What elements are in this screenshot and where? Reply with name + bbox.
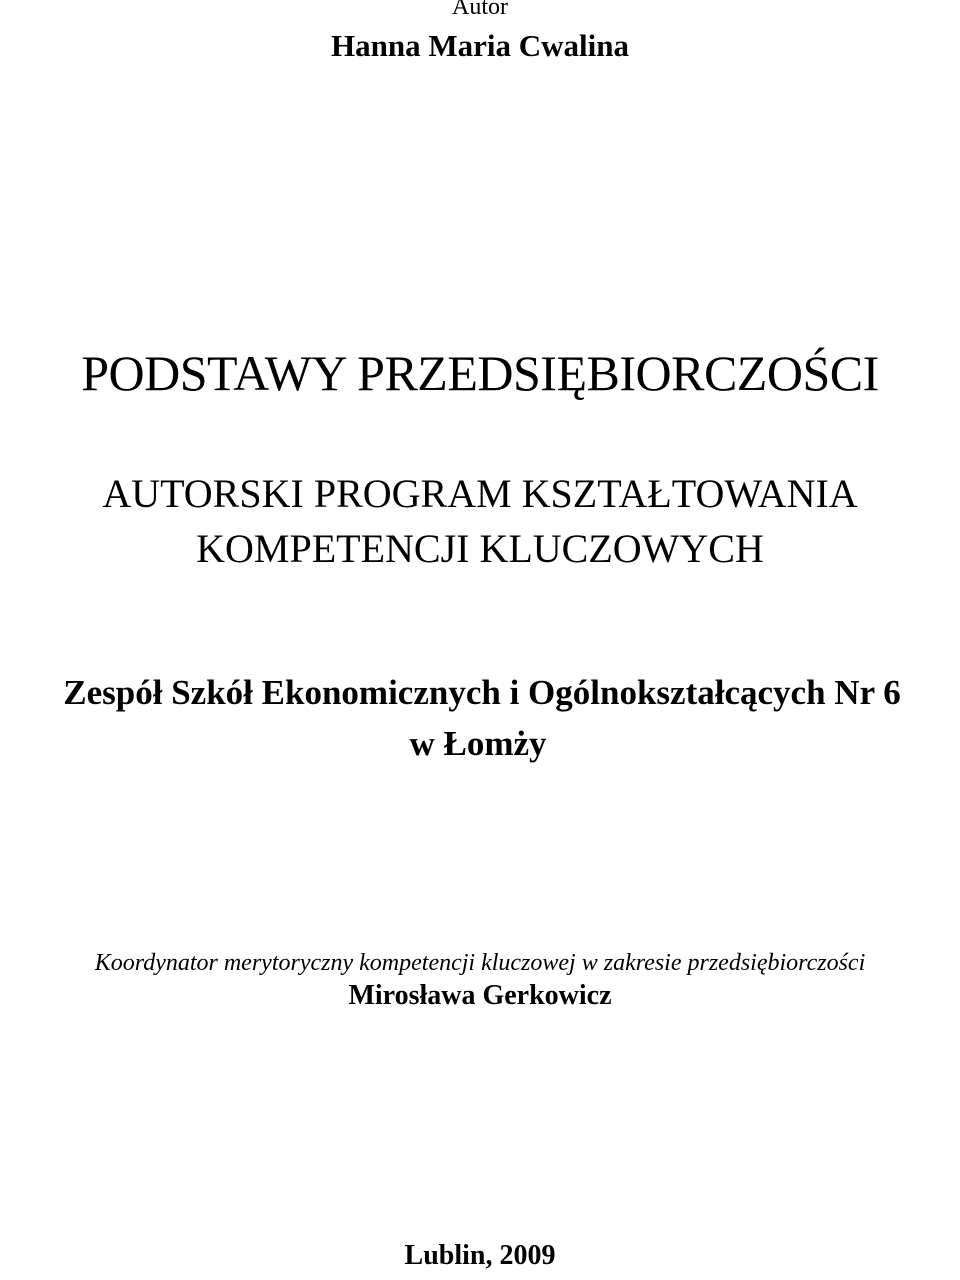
- subtitle-line-1: AUTORSKI PROGRAM KSZTAŁTOWANIA: [102, 471, 858, 516]
- school-name-line-1: Zespół Szkół Ekonomicznych i Ogólnokształcących Nr 6: [63, 673, 901, 712]
- school-name-line-2: w Łomży: [409, 724, 547, 763]
- author-name: Hanna Maria Cwalina: [331, 28, 629, 63]
- place-and-date: Lublin, 2009: [404, 1240, 556, 1271]
- coordinator-role: Koordynator merytoryczny kompetencji kluczowej w zakresie przedsiębiorczości: [94, 950, 866, 976]
- coordinator-name: Mirosława Gerkowicz: [348, 980, 612, 1011]
- subtitle-line-2: KOMPETENCJI KLUCZOWYCH: [196, 526, 764, 571]
- author-label: Autor: [452, 0, 508, 20]
- document-title: PODSTAWY PRZEDSIĘBIORCZOŚCI: [81, 345, 879, 401]
